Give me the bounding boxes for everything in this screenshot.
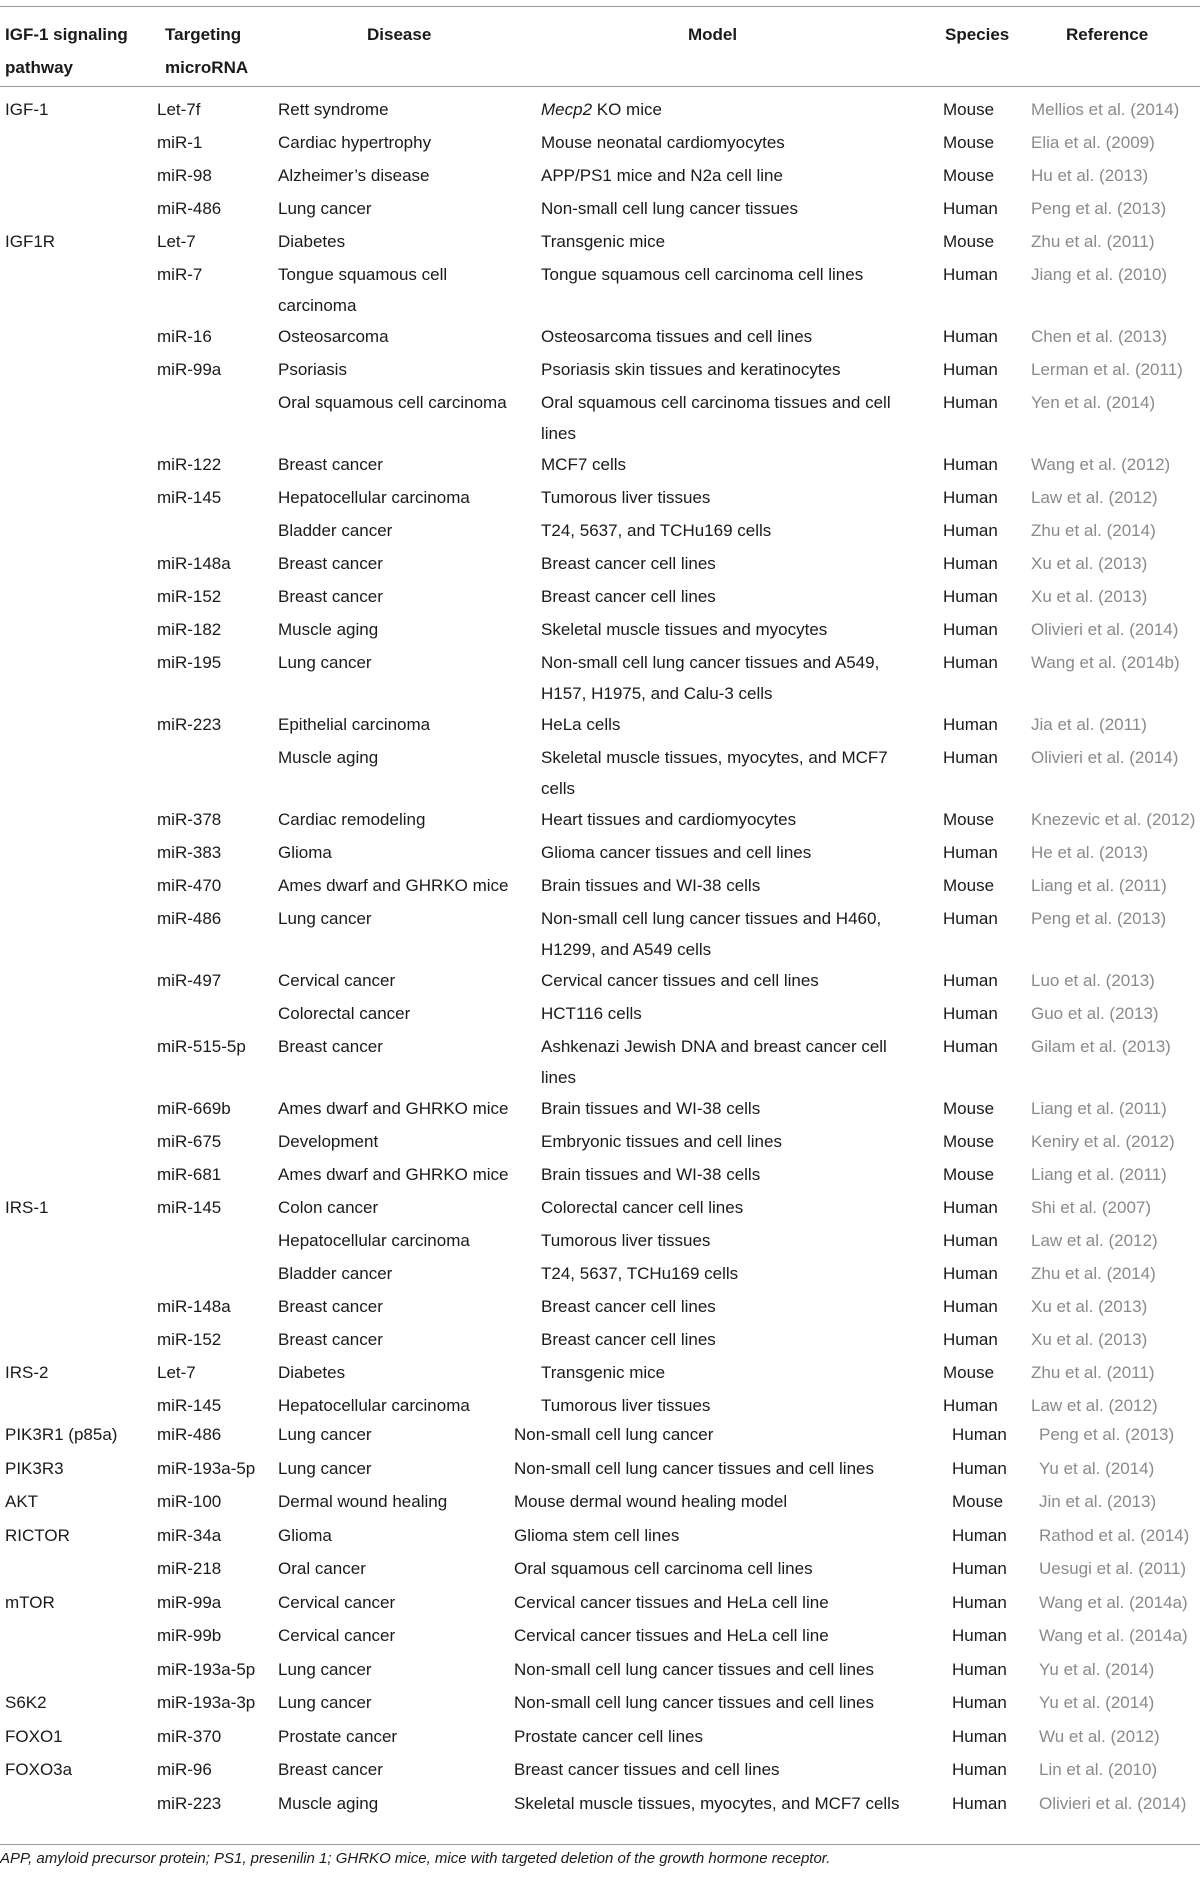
cell-model: T24, 5637, and TCHu169 cells: [541, 521, 772, 540]
cell-microrna: miR-497: [157, 971, 222, 990]
cell-disease: Dermal wound healing: [278, 1492, 448, 1511]
cell-microrna: miR-16: [157, 327, 212, 346]
cell-species: Human: [943, 971, 998, 990]
cell-species: Human: [943, 909, 998, 928]
cell-species: Human: [952, 1425, 1007, 1444]
cell-disease: Cervical cancer: [278, 971, 396, 990]
cell-disease: Breast cancer: [278, 587, 383, 606]
cell-model: Ashkenazi Jewish DNA and breast cancer cell: [541, 1037, 887, 1056]
cell-pathway: S6K2: [5, 1693, 47, 1712]
cell-reference: Law et al. (2012): [1031, 1231, 1158, 1250]
cell-species: Human: [943, 1264, 998, 1283]
cell-reference: Gilam et al. (2013): [1031, 1037, 1171, 1056]
cell-species: Human: [952, 1626, 1007, 1645]
cell-model: HCT116 cells: [541, 1004, 642, 1023]
cell-model: Mecp2 KO mice: [541, 100, 662, 119]
cell-disease: Breast cancer: [278, 554, 383, 573]
cell-reference: Yen et al. (2014): [1031, 393, 1156, 412]
cell-microrna: miR-193a-5p: [157, 1459, 256, 1478]
cell-species: Mouse: [943, 1363, 995, 1382]
cell-pathway: AKT: [5, 1492, 39, 1511]
cell-microrna: miR-223: [157, 1794, 222, 1813]
cell-disease: Lung cancer: [278, 909, 372, 928]
cell-reference: Lerman et al. (2011): [1031, 360, 1183, 379]
cell-disease: Muscle aging: [278, 748, 379, 767]
cell-reference: Peng et al. (2013): [1031, 199, 1167, 218]
cell-species: Mouse: [943, 133, 995, 152]
cell-model: Heart tissues and cardiomyocytes: [541, 810, 797, 829]
cell-microrna: miR-100: [157, 1492, 222, 1511]
cell-microrna: miR-675: [157, 1132, 222, 1151]
cell-microrna: miR-486: [157, 909, 222, 928]
cell-reference: Lin et al. (2010): [1039, 1760, 1158, 1779]
cell-microrna: miR-96: [157, 1760, 212, 1779]
cell-reference: Knezevic et al. (2012): [1031, 810, 1196, 829]
cell-species: Mouse: [943, 810, 995, 829]
cell-pathway: FOXO3a: [5, 1760, 73, 1779]
cell-species: Human: [943, 653, 998, 672]
cell-reference: Law et al. (2012): [1031, 1396, 1158, 1415]
cell-reference: He et al. (2013): [1031, 843, 1149, 862]
cell-species: Mouse: [952, 1492, 1004, 1511]
cell-reference: Zhu et al. (2014): [1031, 521, 1156, 540]
cell-model: Transgenic mice: [541, 232, 666, 251]
cell-microrna: miR-98: [157, 166, 212, 185]
header-pathway-line1: IGF-1 signaling: [5, 25, 128, 44]
cell-disease: Lung cancer: [278, 199, 372, 218]
cell-microrna: miR-99a: [157, 1593, 222, 1612]
cell-model: Glioma stem cell lines: [514, 1526, 680, 1545]
cell-species: Human: [952, 1660, 1007, 1679]
cell-model: Cervical cancer tissues and HeLa cell line: [514, 1593, 829, 1612]
cell-species: Human: [943, 455, 998, 474]
cell-reference: Peng et al. (2013): [1039, 1425, 1175, 1444]
cell-model: Breast cancer cell lines: [541, 1297, 716, 1316]
cell-reference: Yu et al. (2014): [1039, 1660, 1155, 1679]
header-pathway: [5, 18, 128, 84]
cell-disease: Epithelial carcinoma: [278, 715, 431, 734]
cell-reference: Mellios et al. (2014): [1031, 100, 1180, 119]
cell-disease: Cardiac remodeling: [278, 810, 426, 829]
cell-microrna: miR-681: [157, 1165, 222, 1184]
cell-disease: Lung cancer: [278, 653, 372, 672]
cell-model: Brain tissues and WI-38 cells: [541, 1165, 761, 1184]
cell-reference: Uesugi et al. (2011): [1039, 1559, 1187, 1578]
cell-species: Human: [952, 1727, 1007, 1746]
cell-model: Tumorous liver tissues: [541, 488, 711, 507]
cell-species: Human: [943, 327, 998, 346]
cell-disease: Muscle aging: [278, 1794, 379, 1813]
cell-species: Human: [943, 843, 998, 862]
cell-species: Human: [943, 748, 998, 767]
cell-species: Human: [952, 1593, 1007, 1612]
cell-microrna: miR-7: [157, 265, 203, 284]
cell-disease: Oral cancer: [278, 1559, 366, 1578]
cell-disease: Psoriasis: [278, 360, 347, 379]
cell-disease: Prostate cancer: [278, 1727, 398, 1746]
cell-model: Brain tissues and WI-38 cells: [541, 1099, 761, 1118]
cell-reference: Olivieri et al. (2014): [1031, 748, 1179, 767]
cell-microrna: miR-193a-5p: [157, 1660, 256, 1679]
cell-species: Human: [943, 360, 998, 379]
cell-microrna: miR-470: [157, 876, 222, 895]
cell-disease: Bladder cancer: [278, 521, 393, 540]
cell-microrna: miR-145: [157, 488, 222, 507]
cell-species: Human: [943, 1004, 998, 1023]
cell-disease: carcinoma: [278, 296, 357, 315]
cell-reference: Law et al. (2012): [1031, 488, 1158, 507]
cell-model: Mouse dermal wound healing model: [514, 1492, 788, 1511]
cell-disease: Lung cancer: [278, 1459, 372, 1478]
header-microrna-line1: Targeting: [165, 25, 242, 44]
cell-pathway: PIK3R3: [5, 1459, 64, 1478]
header-species-label: Species: [945, 25, 1010, 44]
cell-reference: Wu et al. (2012): [1039, 1727, 1160, 1746]
cell-microrna: miR-148a: [157, 1297, 231, 1316]
cell-reference: Jiang et al. (2010): [1031, 265, 1168, 284]
cell-reference: Xu et al. (2013): [1031, 554, 1148, 573]
cell-model: Cervical cancer tissues and cell lines: [541, 971, 819, 990]
cell-model: Oral squamous cell carcinoma tissues and cell: [541, 393, 891, 412]
cell-reference: Wang et al. (2014a): [1039, 1626, 1188, 1645]
cell-microrna: miR-218: [157, 1559, 222, 1578]
cell-model: Tongue squamous cell carcinoma cell lines: [541, 265, 864, 284]
cell-species: Mouse: [943, 1165, 995, 1184]
cell-reference: Yu et al. (2014): [1039, 1459, 1155, 1478]
cell-model: Glioma cancer tissues and cell lines: [541, 843, 812, 862]
cell-pathway: mTOR: [5, 1593, 55, 1612]
cell-reference: Wang et al. (2014b): [1031, 653, 1180, 672]
cell-disease: Hepatocellular carcinoma: [278, 1396, 470, 1415]
cell-model: Skeletal muscle tissues and myocytes: [541, 620, 828, 639]
cell-species: Human: [952, 1693, 1007, 1712]
cell-model: Non-small cell lung cancer tissues and H460,: [541, 909, 882, 928]
cell-disease: Oral squamous cell carcinoma: [278, 393, 507, 412]
cell-species: Human: [943, 1297, 998, 1316]
cell-species: Mouse: [943, 1099, 995, 1118]
cell-species: Human: [943, 1330, 998, 1349]
cell-model: Osteosarcoma tissues and cell lines: [541, 327, 813, 346]
cell-disease: Glioma: [278, 843, 332, 862]
cell-model: MCF7 cells: [541, 455, 627, 474]
cell-model: H1299, and A549 cells: [541, 940, 712, 959]
bottom-rule: [0, 1844, 1200, 1845]
cell-microrna: Let-7: [157, 1363, 196, 1382]
header-species: [945, 18, 1009, 51]
cell-reference: Elia et al. (2009): [1031, 133, 1155, 152]
cell-reference: Jin et al. (2013): [1039, 1492, 1157, 1511]
cell-disease: Breast cancer: [278, 1330, 383, 1349]
cell-species: Human: [952, 1559, 1007, 1578]
cell-disease: Development: [278, 1132, 379, 1151]
cell-disease: Ames dwarf and GHRKO mice: [278, 1165, 509, 1184]
header-reference-label: Reference: [1066, 25, 1149, 44]
italic-gene-name: Mecp2: [541, 100, 593, 119]
cell-microrna: miR-193a-3p: [157, 1693, 256, 1712]
cell-reference: Zhu et al. (2014): [1031, 1264, 1156, 1283]
cell-microrna: miR-148a: [157, 554, 231, 573]
cell-reference: Wang et al. (2012): [1031, 455, 1171, 474]
cell-disease: Breast cancer: [278, 1037, 383, 1056]
cell-reference: Zhu et al. (2011): [1031, 1363, 1155, 1382]
cell-pathway: IRS-2: [5, 1363, 49, 1382]
cell-model: Mouse neonatal cardiomyocytes: [541, 133, 785, 152]
cell-disease: Bladder cancer: [278, 1264, 393, 1283]
cell-species: Human: [943, 488, 998, 507]
header-model: [688, 18, 737, 51]
cell-microrna: miR-34a: [157, 1526, 222, 1545]
cell-species: Human: [943, 393, 998, 412]
cell-model: Oral squamous cell carcinoma cell lines: [514, 1559, 813, 1578]
cell-model: lines: [541, 424, 576, 443]
cell-model: Non-small cell lung cancer tissues and cell lines: [514, 1693, 874, 1712]
cell-disease: Cardiac hypertrophy: [278, 133, 432, 152]
cell-model: Non-small cell lung cancer tissues and cell lines: [514, 1660, 874, 1679]
cell-microrna: miR-99b: [157, 1626, 222, 1645]
cell-microrna: miR-370: [157, 1727, 222, 1746]
header-rule: [0, 86, 1200, 87]
cell-microrna: miR-122: [157, 455, 222, 474]
cell-microrna: miR-195: [157, 653, 222, 672]
cell-species: Human: [943, 1037, 998, 1056]
cell-reference: Liang et al. (2011): [1031, 1099, 1167, 1118]
cell-pathway: IRS-1: [5, 1198, 49, 1217]
cell-disease: Ames dwarf and GHRKO mice: [278, 1099, 509, 1118]
cell-model: Tumorous liver tissues: [541, 1231, 711, 1250]
header-model-label: Model: [688, 25, 738, 44]
header-microrna: [165, 18, 248, 84]
cell-pathway: PIK3R1 (p85a): [5, 1425, 118, 1444]
cell-reference: Keniry et al. (2012): [1031, 1132, 1175, 1151]
cell-microrna: miR-152: [157, 1330, 222, 1349]
cell-reference: Wang et al. (2014a): [1039, 1593, 1188, 1612]
cell-microrna: Let-7: [157, 232, 196, 251]
cell-disease: Muscle aging: [278, 620, 379, 639]
cell-reference: Guo et al. (2013): [1031, 1004, 1159, 1023]
cell-model: Transgenic mice: [541, 1363, 666, 1382]
cell-model: Non-small cell lung cancer tissues and cell lines: [514, 1459, 874, 1478]
cell-species: Human: [943, 715, 998, 734]
cell-species: Human: [943, 199, 998, 218]
cell-species: Mouse: [943, 100, 995, 119]
cell-model: Cervical cancer tissues and HeLa cell line: [514, 1626, 829, 1645]
cell-model: APP/PS1 mice and N2a cell line: [541, 166, 783, 185]
cell-model: Non-small cell lung cancer: [514, 1425, 714, 1444]
cell-reference: Xu et al. (2013): [1031, 1297, 1148, 1316]
cell-model: Prostate cancer cell lines: [514, 1727, 703, 1746]
cell-model: Breast cancer tissues and cell lines: [514, 1760, 780, 1779]
cell-reference: Olivieri et al. (2014): [1039, 1794, 1187, 1813]
header-pathway-line2: pathway: [5, 58, 74, 77]
cell-reference: Peng et al. (2013): [1031, 909, 1167, 928]
cell-reference: Hu et al. (2013): [1031, 166, 1149, 185]
cell-disease: Breast cancer: [278, 455, 383, 474]
cell-disease: Alzheimer’s disease: [278, 166, 430, 185]
cell-species: Human: [943, 620, 998, 639]
cell-disease: Lung cancer: [278, 1425, 372, 1444]
cell-disease: Colon cancer: [278, 1198, 379, 1217]
cell-microrna: miR-223: [157, 715, 222, 734]
cell-microrna: miR-145: [157, 1198, 222, 1217]
cell-disease: Osteosarcoma: [278, 327, 389, 346]
cell-reference: Luo et al. (2013): [1031, 971, 1155, 990]
cell-species: Human: [943, 587, 998, 606]
cell-disease: Diabetes: [278, 1363, 346, 1382]
header-disease-label: Disease: [367, 25, 432, 44]
cell-microrna: miR-515-5p: [157, 1037, 246, 1056]
cell-model: Skeletal muscle tissues, myocytes, and MCF7: [541, 748, 888, 767]
cell-microrna: miR-182: [157, 620, 222, 639]
cell-species: Mouse: [943, 232, 995, 251]
cell-disease: Cervical cancer: [278, 1626, 396, 1645]
top-rule: [0, 6, 1200, 7]
cell-disease: Tongue squamous cell: [278, 265, 448, 284]
cell-species: Mouse: [943, 1132, 995, 1151]
cell-model: Embryonic tissues and cell lines: [541, 1132, 782, 1151]
cell-species: Mouse: [943, 876, 995, 895]
cell-reference: Shi et al. (2007): [1031, 1198, 1152, 1217]
cell-pathway: IGF1R: [5, 232, 56, 251]
cell-model: Breast cancer cell lines: [541, 587, 716, 606]
cell-pathway: IGF-1: [5, 100, 49, 119]
cell-reference: Xu et al. (2013): [1031, 1330, 1148, 1349]
cell-species: Human: [943, 521, 998, 540]
cell-species: Human: [952, 1760, 1007, 1779]
footnote: APP, amyloid precursor protein; PS1, presenilin 1; GHRKO mice, mice with targeted deletion of the growth hormone receptor.: [0, 1850, 831, 1867]
cell-reference: Zhu et al. (2011): [1031, 232, 1155, 251]
cell-species: Human: [943, 1396, 998, 1415]
cell-model: H157, H1975, and Calu-3 cells: [541, 684, 773, 703]
cell-model: Non-small cell lung cancer tissues and A549,: [541, 653, 880, 672]
cell-microrna: miR-1: [157, 133, 203, 152]
cell-reference: Jia et al. (2011): [1031, 715, 1147, 734]
cell-microrna: miR-152: [157, 587, 222, 606]
cell-disease: Hepatocellular carcinoma: [278, 1231, 470, 1250]
cell-disease: Ames dwarf and GHRKO mice: [278, 876, 509, 895]
cell-model: HeLa cells: [541, 715, 621, 734]
cell-species: Mouse: [943, 166, 995, 185]
cell-disease: Breast cancer: [278, 1297, 383, 1316]
cell-microrna: miR-669b: [157, 1099, 231, 1118]
cell-species: Human: [952, 1794, 1007, 1813]
header-disease: [367, 18, 431, 51]
cell-reference: Liang et al. (2011): [1031, 1165, 1167, 1184]
cell-microrna: miR-99a: [157, 360, 222, 379]
cell-model: Breast cancer cell lines: [541, 554, 716, 573]
cell-disease: Lung cancer: [278, 1693, 372, 1712]
header-microrna-line2: microRNA: [165, 58, 249, 77]
cell-species: Human: [943, 1231, 998, 1250]
cell-disease: Breast cancer: [278, 1760, 383, 1779]
cell-pathway: RICTOR: [5, 1526, 70, 1545]
cell-reference: Xu et al. (2013): [1031, 587, 1148, 606]
cell-pathway: FOXO1: [5, 1727, 63, 1746]
cell-model: Brain tissues and WI-38 cells: [541, 876, 761, 895]
cell-model: lines: [541, 1068, 576, 1087]
cell-microrna: miR-145: [157, 1396, 222, 1415]
cell-reference: Chen et al. (2013): [1031, 327, 1168, 346]
cell-microrna: miR-383: [157, 843, 222, 862]
cell-model: Psoriasis skin tissues and keratinocytes: [541, 360, 841, 379]
cell-model: Non-small cell lung cancer tissues: [541, 199, 798, 218]
cell-disease: Colorectal cancer: [278, 1004, 411, 1023]
cell-disease: Cervical cancer: [278, 1593, 396, 1612]
cell-model: T24, 5637, TCHu169 cells: [541, 1264, 739, 1283]
cell-disease: Lung cancer: [278, 1660, 372, 1679]
cell-model: Breast cancer cell lines: [541, 1330, 716, 1349]
cell-microrna: Let-7f: [157, 100, 201, 119]
cell-microrna: miR-378: [157, 810, 222, 829]
cell-species: Human: [952, 1526, 1007, 1545]
cell-model: Colorectal cancer cell lines: [541, 1198, 744, 1217]
cell-species: Human: [952, 1459, 1007, 1478]
cell-species: Human: [943, 554, 998, 573]
cell-reference: Yu et al. (2014): [1039, 1693, 1155, 1712]
cell-species: Human: [943, 265, 998, 284]
cell-species: Human: [943, 1198, 998, 1217]
cell-disease: Diabetes: [278, 232, 346, 251]
cell-reference: Rathod et al. (2014): [1039, 1526, 1190, 1545]
header-reference: [1066, 18, 1148, 51]
cell-reference: Olivieri et al. (2014): [1031, 620, 1179, 639]
cell-model: Skeletal muscle tissues, myocytes, and MCF7 cells: [514, 1794, 900, 1813]
cell-disease: Hepatocellular carcinoma: [278, 488, 470, 507]
cell-microrna: miR-486: [157, 199, 222, 218]
cell-reference: Liang et al. (2011): [1031, 876, 1167, 895]
cell-microrna: miR-486: [157, 1425, 222, 1444]
cell-model: cells: [541, 779, 576, 798]
cell-disease: Glioma: [278, 1526, 332, 1545]
cell-disease: Rett syndrome: [278, 100, 389, 119]
cell-model: Tumorous liver tissues: [541, 1396, 711, 1415]
